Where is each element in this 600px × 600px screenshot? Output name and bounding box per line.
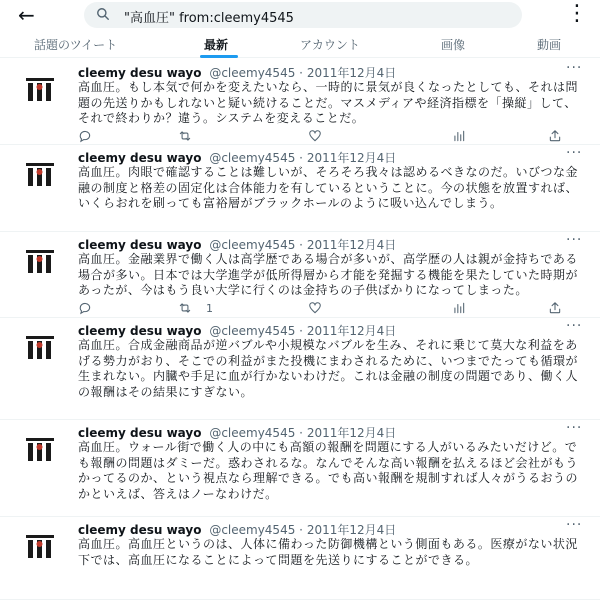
like-button[interactable] [308, 128, 322, 144]
retweet-button[interactable] [178, 128, 206, 144]
tab-images[interactable]: 画像 [441, 38, 466, 52]
tweet-header [78, 236, 396, 253]
separator-dot: · [299, 66, 303, 80]
tweet-text: 高血圧。金融業界で働く人は高学歴である場合が多いが、高学歴の人は親が金持ちである場合が多い。日本では大学進学が低所得層から才能を発掘する機能を果たしていた時期があったが、今はもう良い大学に行くのは金持ちの子供ばかりになってしまった。 [78, 252, 579, 297]
display-name[interactable]: cleemy desu wayo [78, 238, 202, 252]
tab-videos[interactable]: 動画 [537, 38, 562, 52]
tab-accounts[interactable]: アカウント [300, 38, 360, 52]
tweet-date[interactable]: 2011年12月4日 [306, 151, 397, 165]
tweet-more-icon[interactable]: ··· [566, 420, 583, 436]
analytics-button[interactable] [452, 300, 466, 316]
search-input[interactable] [84, 2, 522, 28]
avatar[interactable] [20, 153, 60, 193]
avatar[interactable] [20, 326, 60, 366]
tweet[interactable] [0, 420, 600, 517]
avatar-logo-icon [20, 525, 60, 565]
separator-dot: · [299, 523, 303, 537]
tweet-more-icon[interactable]: ··· [566, 232, 583, 248]
tweet[interactable] [0, 60, 600, 145]
user-handle[interactable]: @cleemy4545 [209, 238, 296, 252]
avatar-logo-icon [20, 153, 60, 193]
tab-top[interactable]: 話題のツイート [34, 38, 118, 52]
tweet-date[interactable]: 2011年12月4日 [306, 324, 397, 338]
avatar-logo-icon [20, 68, 60, 108]
tweet-date[interactable]: 2011年12月4日 [306, 523, 397, 537]
analytics-icon [452, 129, 466, 143]
tweet-actions [78, 300, 588, 316]
avatar[interactable] [20, 525, 60, 565]
tweet[interactable] [0, 517, 600, 600]
tweet-more-icon[interactable]: ··· [566, 517, 583, 533]
user-handle[interactable]: @cleemy4545 [209, 324, 296, 338]
back-arrow-icon[interactable]: ← [18, 3, 35, 27]
like-button[interactable] [308, 300, 322, 316]
search-tabs [0, 32, 600, 58]
display-name[interactable]: cleemy desu wayo [78, 66, 202, 80]
tweet-header [78, 322, 396, 339]
avatar[interactable] [20, 428, 60, 468]
tweet-text: 高血圧。ウォール街で働く人の中にも高額の報酬を問題にする人がいるみたいだけど。でも報酬の問題はダミーだ。惑わされるな。なんでそんな高い報酬を払えるほど会社がもうかってるのか、という視点なら理解できる。でも高い報酬を規制すれば人々がうるおうのかといえば、答えはノーなわけだ。 [78, 440, 579, 501]
user-handle[interactable]: @cleemy4545 [209, 426, 296, 440]
more-options-icon[interactable]: ⋮ [566, 1, 588, 26]
retweet-count: 1 [206, 301, 213, 315]
tweet-text: 高血圧。もし本気で何かを変えたいなら、一時的に景気が良くなったとしても、それは問題の先送りかもしれないと疑い続けることだ。マスメディアや経済指標を「操縦」して、それで終わりか？違う。システムを変えることだ。 [78, 80, 579, 125]
separator-dot: · [299, 426, 303, 440]
share-icon [548, 301, 562, 315]
tweet-text: 高血圧。合成金融商品が逆バブルや小規模なバブルを生み、それに乗じて莫大な利益をあげる勢力がおり、そこでの利益がまた投機にまわされるために、いつまでたっても循環が生まれない。内臓や手足に血が行かないわけだ。これは金融の制度の問題であり、働く人の報酬はその結果にすぎない。 [78, 338, 579, 399]
tweet-actions [78, 128, 588, 144]
reply-icon [78, 301, 92, 315]
retweet-icon [178, 129, 192, 143]
reply-button[interactable] [78, 128, 92, 144]
reply-icon [78, 129, 92, 143]
separator-dot: · [299, 238, 303, 252]
active-tab-indicator [200, 55, 238, 58]
analytics-icon [452, 301, 466, 315]
display-name[interactable]: cleemy desu wayo [78, 151, 202, 165]
share-icon [548, 129, 562, 143]
tweet-more-icon[interactable]: ··· [566, 60, 583, 76]
tweet[interactable] [0, 145, 600, 232]
tweet-date[interactable]: 2011年12月4日 [306, 426, 397, 440]
tweet[interactable] [0, 318, 600, 420]
tab-latest[interactable]: 最新 [204, 38, 229, 52]
tweet-header [78, 521, 396, 538]
separator-dot: · [299, 324, 303, 338]
avatar-logo-icon [20, 428, 60, 468]
retweet-icon [178, 301, 192, 315]
user-handle[interactable]: @cleemy4545 [209, 523, 296, 537]
tweet-date[interactable]: 2011年12月4日 [306, 238, 397, 252]
tweet-text: 高血圧。肉眼で確認することは難しいが、そろそろ我々は認めるべきなのだ。いびつな金融の制度と格差の固定化は合体能力を有しているということに。今の状態を放置すれば、いくらおれを刷っても富裕層がブラックホールのように吸い込んでしまう。 [78, 165, 579, 210]
heart-icon [308, 129, 322, 143]
tweet-header [78, 424, 396, 441]
display-name[interactable]: cleemy desu wayo [78, 523, 202, 537]
tweet-date[interactable]: 2011年12月4日 [306, 66, 397, 80]
search-icon [96, 7, 110, 21]
top-bar [0, 0, 600, 32]
avatar-logo-icon [20, 240, 60, 280]
tweet-more-icon[interactable]: ··· [566, 145, 583, 161]
avatar[interactable] [20, 68, 60, 108]
share-button[interactable] [548, 128, 562, 144]
user-handle[interactable]: @cleemy4545 [209, 151, 296, 165]
reply-button[interactable] [78, 300, 92, 316]
display-name[interactable]: cleemy desu wayo [78, 426, 202, 440]
separator-dot: · [299, 151, 303, 165]
avatar-logo-icon [20, 326, 60, 366]
avatar[interactable] [20, 240, 60, 280]
display-name[interactable]: cleemy desu wayo [78, 324, 202, 338]
analytics-button[interactable] [452, 128, 466, 144]
heart-icon [308, 301, 322, 315]
tweet-text: 高血圧。高血圧というのは、人体に備わった防御機構という側面もある。医療がない状況下では、高血圧になることによって問題を先送りにすることができる。 [78, 537, 578, 567]
share-button[interactable] [548, 300, 562, 316]
tweet-more-icon[interactable]: ··· [566, 318, 583, 334]
tweet-header [78, 149, 396, 166]
search-query-text: "高血圧" from:cleemy4545 [124, 11, 294, 26]
retweet-button[interactable] [178, 300, 213, 316]
user-handle[interactable]: @cleemy4545 [209, 66, 296, 80]
tweet-header [78, 64, 396, 81]
tweet[interactable] [0, 232, 600, 318]
